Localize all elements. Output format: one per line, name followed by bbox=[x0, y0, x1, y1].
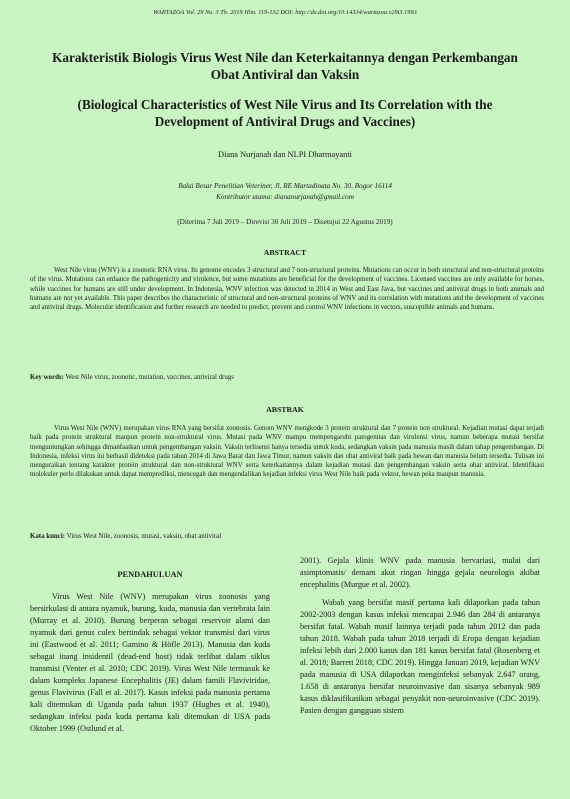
title-english: (Biological Characteristics of West Nile Virus and Its Correlation with the Development of Antiviral Drugs and Vaccines) bbox=[77, 97, 493, 129]
body-paragraph: 2001). Gejala klinis WNV pada manusia bervariasi, mulai dari asimptomatis/ demam akut ringan hingga gejala neurologis akibat encephalitis (Murgue et al. 2002). bbox=[300, 556, 540, 589]
keywords-label: Key words: bbox=[30, 374, 64, 381]
keywords-value: West Nile virus, zoonotic, mutation, vaccines, antiviral drugs bbox=[65, 374, 234, 381]
keywords-english bbox=[30, 374, 544, 381]
body-paragraph: Wabah yang bersifat masif pertama kali dilaporkan pada tahun 2002-2003 dengan kasus infeksi mencapai 2.946 dan 284 di antaranya bersifat fatal. Wabah masif lainnya terjadi pada tahun 2012 dan pada tahun 2018. Wabah pada tahun 2018 terjadi di Eropa dengan kejadian infeksi lebih dari 2.000 kasus dan 181 kasus bersifat fatal (Rosenberg et al. 2018; Barrett 2018; CDC 2019). Hingga Januari 2019, kejadian WNV pada manusia di USA dilaporkan menginfeksi sebanyak 2.647 orang, 1.658 di antaranya bersifat neuroinvasive dan sisanya sebanyak 989 kasus diklasifikasikan sebagai penyakit non-neuroinvasive (CDC 2019). Pasien dengan gangguan sistem bbox=[300, 598, 540, 715]
abstrak-heading: ABSTRAK bbox=[266, 405, 304, 414]
article-dates: (Diterima 7 Juli 2019 – Direvisi 30 Juli 2019 – Disetujui 22 Agustus 2019) bbox=[177, 218, 393, 226]
abstrak-text: Virus West Nile (WNV) merupakan virus RNA yang bersifat zoonosis. Genom WNV mengkode 3 protein struktural dan 7 protein non struktural. Kejadian mutasi dapat terjadi baik pada protein struktural maupun protein non-struktural virus. Mutasi pada WNV mampu mempengaruhi patogenitas dan virulensi virus, namun beberapa mutasi bersifat menguntungkan sehingga dimanfaatkan untuk pengembangan vaksin. Vaksin terlisensi hanya tersedia untuk kuda, sedangkan vaksin pada manusia masih dalam tahap pengembangan. Di Indonesia, infeksi virus ini berhasil dideteksi pada tahun 2014 di Jawa Barat dan Jawa Timur, namun vaksin dan obat antiviral baik pada hewan dan manusia belum tersedia. Tulisan ini menguraikan tentang karakter protein struktural dan non-struktural WNV serta keterkaitannya dalam kejadian mutasi dan pengembangan vaksin serta obat antiviral. Identifikasi molekuler perlu dilakukan untuk dapat memprediksi, mencegah dan mengendalikan kejadian infeksi virus West Nile baik pada vektor, hewan peka maupun manusia. bbox=[30, 425, 544, 479]
title-indonesian: Karakteristik Biologis Virus West Nile dan Keterkaitannya dengan Perkembangan Obat Antiviral dan Vaksin bbox=[52, 50, 518, 82]
abstract-heading: ABSTRACT bbox=[263, 248, 307, 257]
kata-kunci-label: Kata kunci: bbox=[30, 533, 66, 540]
body-paragraph: Virus West Nile (WNV) merupakan virus zoonosis yang bersirkulasi di antara nyamuk, burung, kuda, manusia dan vertebrata lain (Murray et al. 2010). Burung berperan sebagai reservoir alami dan nyamuk dari genus culex bertindak sebagai vektor transmisi dari virus ini (Eastwood et al. 2011; Gamino & Höfle 2013). Manusia dan kuda sebagai inang insidentil (dead-end host) tidak terlibat dalam siklus transmisi (Venter et al. 2010; CDC 2019). Virus West Nile termasuk ke dalam kompleks Japanese Encephalitis (JE) dalam famili Flaviviridae, genus Flavivirus (Fall et al. 2017). Kasus infeksi pada manusia pertama kali ditemukan di Uganda pada tahun 1937 (Hughes et al. 1940), sedangkan infeksi pada kuda pertama kali ditemukan di USA pada Oktober 1999 (Ostlund et al. bbox=[30, 592, 270, 733]
abstract-text: West Nile virus (WNV) is a zoonotic RNA virus. Its genome encodes 3 structural and 7 non-structural proteins. Mutations can occur in both structural and non-structural proteins of the virus. Mutations can enhance the pathogenicity and virulence, but some mutations are beneficial for the development of vaccines. Licensed vaccines are only available for horses, while vaccines for humans are still under development. In Indonesia, WNV infection was detected in 2014 in West and East Java, but vaccines and antiviral drugs in both animals and humans are not yet available. This paper describes the characteristic of structural and non-structural proteins of WNV and its correlation with mutations and the development of vaccines and antiviral drugs. Molecular identification and further research are needed to predict, prevent and control WNV infections in vectors, susceptible animals and humans. bbox=[30, 267, 544, 312]
affiliation: Balai Besar Penelitian Veteriner, Jl. RE Martadinata No. 30, Bogor 16114 bbox=[178, 182, 392, 190]
kata-kunci-value: Virus West Nile, zoonosis, mutasi, vaksin, obat antiviral bbox=[66, 533, 222, 540]
keywords-indonesian bbox=[30, 533, 544, 540]
journal-header: WARTAZOA Vol. 29 No. 3 Th. 2019 Hlm. 119-132 DOI: http://dx.doi.org/10.14334/wartazoa.v29i3.1993 bbox=[153, 9, 417, 16]
pendahuluan-heading: PENDAHULUAN bbox=[117, 570, 183, 579]
body-column-right bbox=[300, 555, 540, 723]
authors: Diana Nurjanah dan NLPI Dharmayanti bbox=[218, 150, 352, 159]
contributor-email: Kontributor utama: diananurjanah@gmail.com bbox=[216, 193, 354, 201]
body-column-left bbox=[30, 555, 270, 741]
